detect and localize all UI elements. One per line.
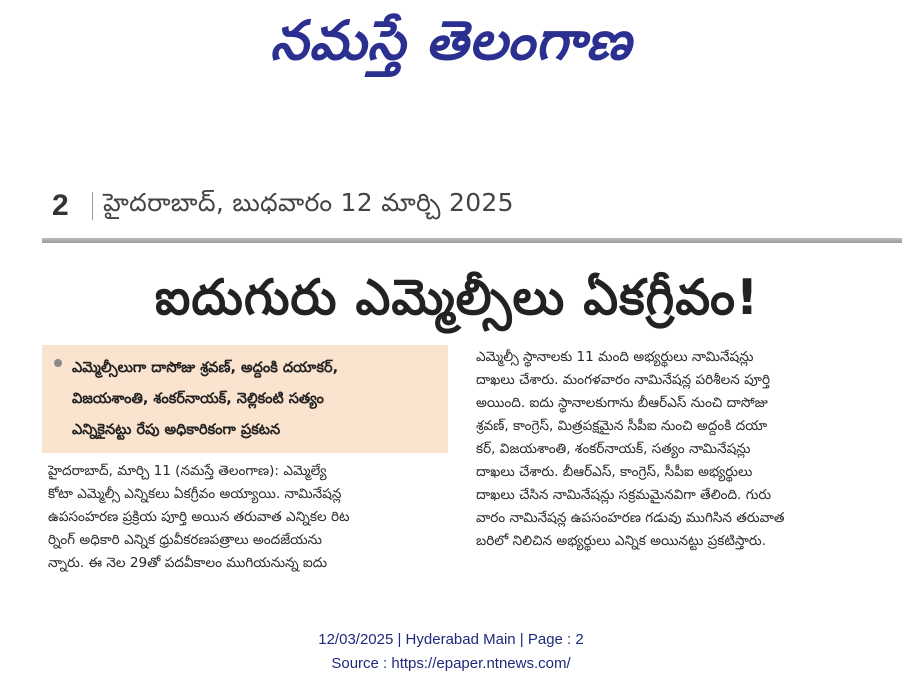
body-line: న్నారు. ఈ నెల 29తో పదవీకాలం ముగియనున్న ఐదు	[48, 555, 328, 571]
body-line: కోటా ఎమ్మెల్సీ ఎన్నికలు ఏకగ్రీవం అయ్యాయి. నామినేషన్ల	[48, 486, 342, 502]
body-line: ఎమ్మెల్సీ స్థానాలకు 11 మంది అభ్యర్థులు నామినేషన్లు	[476, 349, 754, 365]
highlight-box	[42, 345, 448, 453]
dateline-divider	[92, 192, 93, 220]
article-column-right	[476, 346, 860, 553]
body-line: దాఖలు చేశారు. మంగళవారం నామినేషన్ల పరిశీలన పూర్తి	[476, 372, 771, 388]
footer-edition-info: 12/03/2025 | Hyderabad Main | Page : 2	[318, 631, 584, 648]
body-line: ఉపసంహరణ ప్రక్రియ పూర్తి అయిన తరువాత ఎన్నికల రిట	[48, 509, 350, 525]
highlight-line: ఎమ్మెల్సీలుగా దాసోజు శ్రవణ్, అద్దంకి దయాకర్,	[72, 360, 339, 376]
body-line: దాఖలు చేసిన నామినేషన్లు సక్రమమైనవిగా తేలింది. గురు	[476, 487, 772, 503]
body-line: వారం నామినేషన్ల ఉపసంహరణ గడువు ముగిసిన తరువాత	[476, 510, 785, 526]
newspaper-logo: నమస్తే తెలంగాణ	[270, 9, 632, 72]
header-rule	[42, 238, 902, 243]
article-column-left	[48, 460, 450, 575]
dateline	[52, 186, 872, 226]
bullet-icon	[54, 359, 62, 367]
article-headline: ఐదుగురు ఎమ్మెల్సీలు ఏకగ్రీవం!	[154, 269, 760, 326]
body-line: అయింది. ఐదు స్థానాలకుగాను బీఆర్‌ఎస్ నుంచి దాసోజు	[476, 395, 768, 411]
source-footer	[0, 628, 902, 676]
body-line: హైదరాబాద్, మార్చి 11 (నమస్తే తెలంగాణ): ఎమ్మెల్యే	[48, 463, 327, 479]
footer-source-link[interactable]: Source : https://epaper.ntnews.com/	[331, 655, 571, 672]
highlight-line: విజయశాంతి, శంకర్‌నాయక్, నెల్లికంటి సత్యం	[72, 391, 324, 407]
page-number: 2	[52, 189, 69, 222]
masthead	[0, 0, 902, 90]
edition-date: హైదరాబాద్, బుధవారం 12 మార్చి 2025	[103, 188, 514, 217]
body-line: దాఖలు చేశారు. బీఆర్‌ఎస్, కాంగ్రెస్, సీపీఐ అభ్యర్థులు	[476, 464, 753, 480]
body-line: ర్నింగ్ అధికారి ఎన్నిక ధ్రువీకరణపత్రాలు అందజేయను	[48, 532, 322, 548]
highlight-line: ఎన్నికైనట్టు రేపు అధికారికంగా ప్రకటన	[72, 422, 281, 438]
body-line: శ్రవణ్, కాంగ్రెస్, మిత్రపక్షమైన సీపీఐ నుంచి అద్దంకి దయా	[476, 418, 768, 434]
body-line: బరిలో నిలిచిన అభ్యర్థులు ఎన్నిక అయినట్టు ప్రకటిస్తారు.	[476, 533, 766, 549]
body-line: కర్, విజయశాంతి, శంకర్‌నాయక్, సత్యం నామినేషన్లు	[476, 441, 751, 457]
